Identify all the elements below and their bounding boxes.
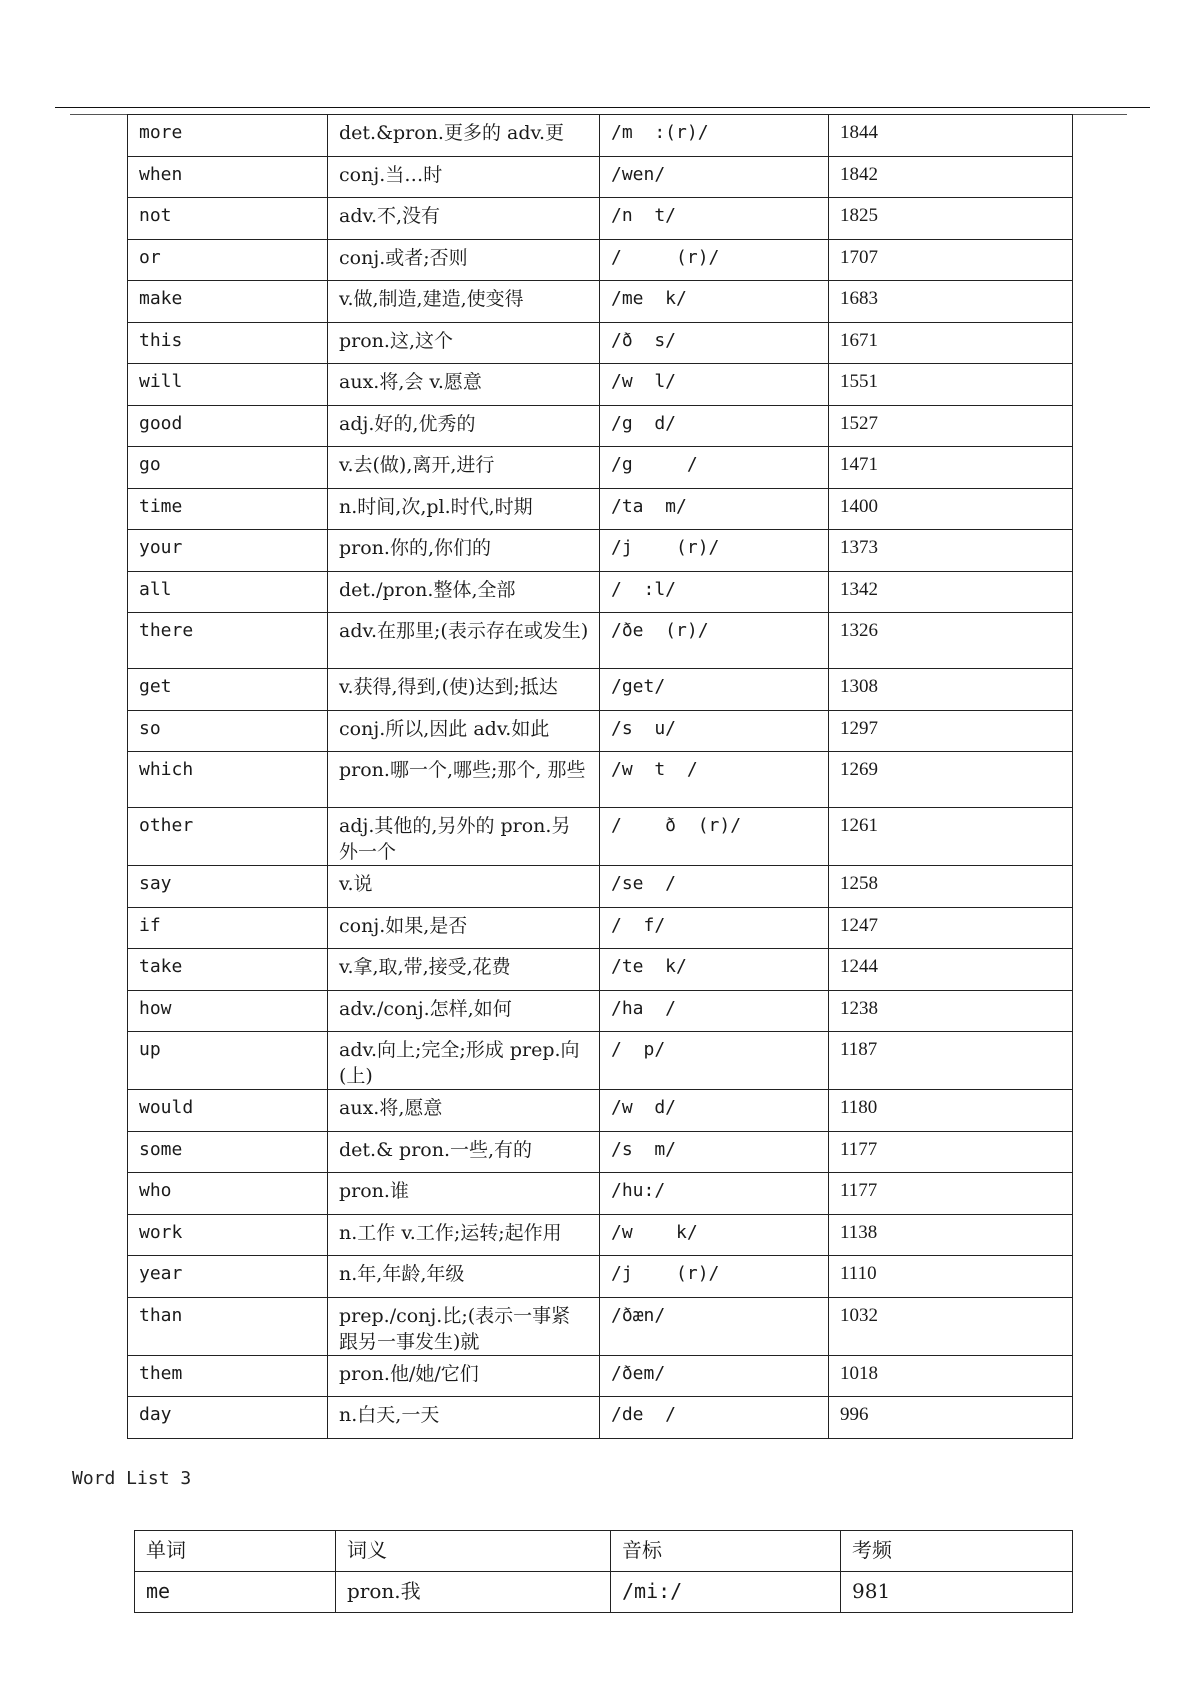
meaning-cell: aux.将,愿意 [328,1090,600,1132]
phonetic-cell: / f/ [600,907,829,949]
phonetic-cell: /ðæn/ [600,1297,829,1355]
phonetic-cell: /ðem/ [600,1355,829,1397]
table-row [128,405,1073,447]
meaning-cell: conj.所以,因此 adv.如此 [328,710,600,752]
meaning-cell: det.&pron.更多的 adv.更 [328,115,600,157]
table-row [128,1131,1073,1173]
phonetic-cell: /wen/ [600,156,829,198]
frequency-cell: 1238 [829,990,1073,1032]
meaning-cell: adv.向上;完全;形成 prep.向(上) [328,1032,600,1090]
word-list-3-table [134,1530,1073,1613]
word-list-2-table [127,114,1073,1439]
table-row [128,115,1073,157]
frequency-cell: 1018 [829,1355,1073,1397]
meaning-cell: conj.如果,是否 [328,907,600,949]
meaning-cell: pron.哪一个,哪些;那个, 那些 [328,752,600,808]
table-row [128,156,1073,198]
table-row [128,1173,1073,1215]
phonetic-cell: /j (r)/ [600,530,829,572]
phonetic-cell: /m :(r)/ [600,115,829,157]
table-row [128,949,1073,991]
frequency-cell: 1032 [829,1297,1073,1355]
word-cell: them [128,1355,328,1397]
word-cell: all [128,571,328,613]
word-cell: more [128,115,328,157]
word-cell: how [128,990,328,1032]
table-row [128,866,1073,908]
meaning-cell: adj.好的,优秀的 [328,405,600,447]
phonetic-cell: /w l/ [600,364,829,406]
meaning-cell: v.拿,取,带,接受,花费 [328,949,600,991]
phonetic-cell: / ð (r)/ [600,808,829,866]
word-cell: not [128,198,328,240]
word-cell: other [128,808,328,866]
table-row [128,669,1073,711]
phonetic-cell: /hu:/ [600,1173,829,1215]
meaning-cell: det.& pron.一些,有的 [328,1131,600,1173]
table-row [128,447,1073,489]
meaning-cell: v.说 [328,866,600,908]
word-list-3-body [135,1531,1073,1613]
table-row [128,364,1073,406]
table-row [128,990,1073,1032]
phonetic-cell: /g / [600,447,829,489]
word-cell: there [128,613,328,669]
phonetic-cell: /me k/ [600,281,829,323]
meaning-cell: v.去(做),离开,进行 [328,447,600,489]
meaning-cell: adj.其他的,另外的 pron.另外一个 [328,808,600,866]
word-cell: good [128,405,328,447]
word-list-2-body [128,115,1073,1439]
meaning-cell: pron.他/她/它们 [328,1355,600,1397]
meaning-cell: pron.我 [336,1572,611,1613]
table-row [128,322,1073,364]
phonetic-cell: /w t / [600,752,829,808]
frequency-cell: 1842 [829,156,1073,198]
table-row [128,613,1073,669]
phonetic-cell: /mi:/ [611,1572,841,1613]
table-row [135,1572,1073,1613]
meaning-cell: v.做,制造,建造,使变得 [328,281,600,323]
frequency-cell: 1373 [829,530,1073,572]
frequency-cell: 1527 [829,405,1073,447]
phonetic-cell: / :l/ [600,571,829,613]
frequency-cell: 1110 [829,1256,1073,1298]
meaning-cell: adv.在那里;(表示存在或发生) [328,613,600,669]
meaning-cell: n.时间,次,pl.时代,时期 [328,488,600,530]
phonetic-cell: /w k/ [600,1214,829,1256]
word-cell: some [128,1131,328,1173]
table-row [128,530,1073,572]
frequency-cell: 1177 [829,1131,1073,1173]
phonetic-cell: /te k/ [600,949,829,991]
phonetic-cell: / (r)/ [600,239,829,281]
frequency-cell: 996 [829,1397,1073,1439]
frequency-cell: 1844 [829,115,1073,157]
table-row [128,1355,1073,1397]
table-header-row [135,1531,1073,1572]
header-meaning: 词义 [336,1531,611,1572]
meaning-cell: conj.当…时 [328,156,600,198]
phonetic-cell: /de / [600,1397,829,1439]
frequency-cell: 1269 [829,752,1073,808]
phonetic-cell: /n t/ [600,198,829,240]
meaning-cell: adv./conj.怎样,如何 [328,990,600,1032]
meaning-cell: n.工作 v.工作;运转;起作用 [328,1214,600,1256]
word-cell: if [128,907,328,949]
word-cell: me [135,1572,336,1613]
word-cell: up [128,1032,328,1090]
header-frequency: 考频 [841,1531,1073,1572]
header-phonetic: 音标 [611,1531,841,1572]
word-cell: will [128,364,328,406]
phonetic-cell: /ha / [600,990,829,1032]
frequency-cell: 1400 [829,488,1073,530]
table-row [128,1214,1073,1256]
frequency-cell: 1707 [829,239,1073,281]
meaning-cell: pron.谁 [328,1173,600,1215]
word-cell: or [128,239,328,281]
phonetic-cell: /ðe (r)/ [600,613,829,669]
word-cell: time [128,488,328,530]
table-row [128,752,1073,808]
frequency-cell: 1825 [829,198,1073,240]
word-cell: go [128,447,328,489]
meaning-cell: pron.这,这个 [328,322,600,364]
phonetic-cell: /s u/ [600,710,829,752]
frequency-cell: 1258 [829,866,1073,908]
table-row [128,281,1073,323]
table-row [128,488,1073,530]
frequency-cell: 1308 [829,669,1073,711]
meaning-cell: n.白天,一天 [328,1397,600,1439]
phonetic-cell: /w d/ [600,1090,829,1132]
phonetic-cell: /se / [600,866,829,908]
word-cell: say [128,866,328,908]
meaning-cell: prep./conj.比;(表示一事紧跟另一事发生)就 [328,1297,600,1355]
word-cell: who [128,1173,328,1215]
table-row [128,907,1073,949]
table-row [128,710,1073,752]
meaning-cell: v.获得,得到,(使)达到;抵达 [328,669,600,711]
frequency-cell: 1551 [829,364,1073,406]
table-row [128,571,1073,613]
table-row [128,1397,1073,1439]
phonetic-cell: /g d/ [600,405,829,447]
table-row [128,1297,1073,1355]
phonetic-cell: /ð s/ [600,322,829,364]
meaning-cell: det./pron.整体,全部 [328,571,600,613]
phonetic-cell: /j (r)/ [600,1256,829,1298]
word-cell: would [128,1090,328,1132]
word-cell: day [128,1397,328,1439]
meaning-cell: pron.你的,你们的 [328,530,600,572]
phonetic-cell: /ta m/ [600,488,829,530]
table-row [128,1256,1073,1298]
table-row [128,1090,1073,1132]
meaning-cell: conj.或者;否则 [328,239,600,281]
word-cell: get [128,669,328,711]
word-cell: take [128,949,328,991]
meaning-cell: n.年,年龄,年级 [328,1256,600,1298]
frequency-cell: 1671 [829,322,1073,364]
frequency-cell: 1177 [829,1173,1073,1215]
frequency-cell: 1326 [829,613,1073,669]
frequency-cell: 1247 [829,907,1073,949]
word-cell: so [128,710,328,752]
table-row [128,808,1073,866]
header-word: 单词 [135,1531,336,1572]
table-row [128,239,1073,281]
phonetic-cell: /s m/ [600,1131,829,1173]
frequency-cell: 1187 [829,1032,1073,1090]
section-title-word-list-3: Word List 3 [72,1468,192,1489]
frequency-cell: 1297 [829,710,1073,752]
frequency-cell: 1180 [829,1090,1073,1132]
word-cell: than [128,1297,328,1355]
frequency-cell: 1471 [829,447,1073,489]
frequency-cell: 1138 [829,1214,1073,1256]
frequency-cell: 1683 [829,281,1073,323]
word-cell: work [128,1214,328,1256]
word-cell: year [128,1256,328,1298]
meaning-cell: aux.将,会 v.愿意 [328,364,600,406]
meaning-cell: adv.不,没有 [328,198,600,240]
table-row [128,1032,1073,1090]
frequency-cell: 1261 [829,808,1073,866]
phonetic-cell: / p/ [600,1032,829,1090]
word-cell: this [128,322,328,364]
table-row [128,198,1073,240]
phonetic-cell: /get/ [600,669,829,711]
word-cell: your [128,530,328,572]
frequency-cell: 981 [841,1572,1073,1613]
word-cell: make [128,281,328,323]
word-cell: which [128,752,328,808]
page-header-rule [55,107,1150,108]
word-cell: when [128,156,328,198]
frequency-cell: 1244 [829,949,1073,991]
frequency-cell: 1342 [829,571,1073,613]
